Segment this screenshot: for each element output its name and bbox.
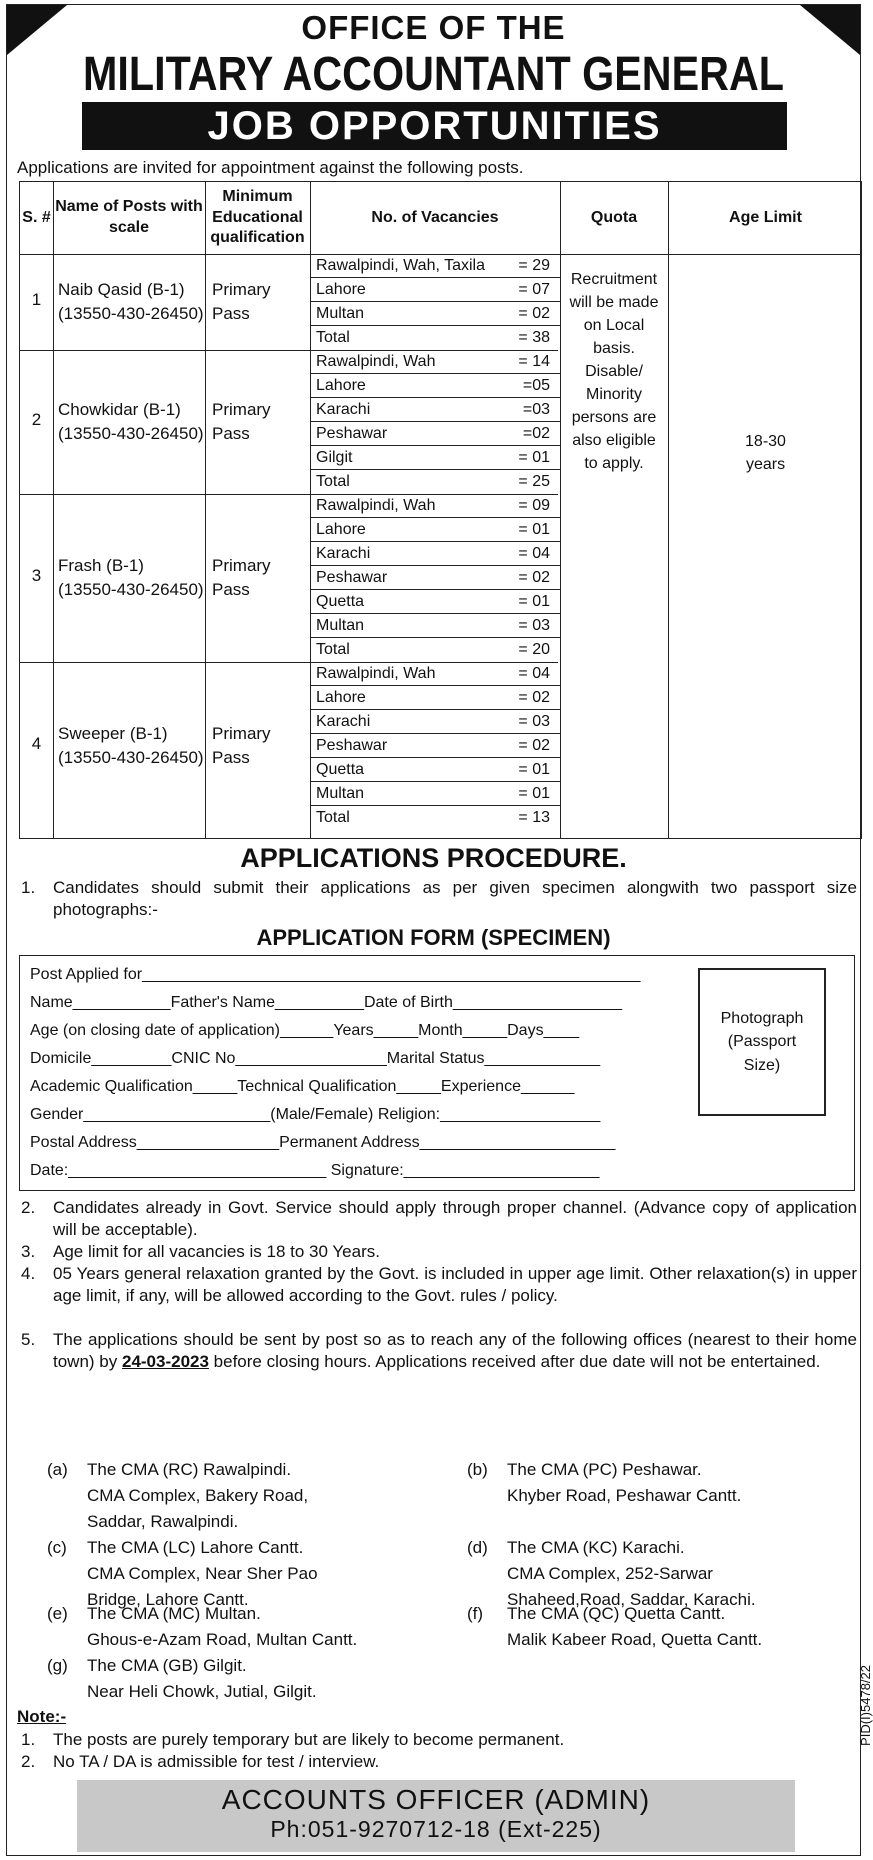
pid-number: PID(I)5478/22 <box>858 1665 873 1746</box>
post-education: Primary Pass <box>212 556 271 599</box>
procedure-title: APPLICATIONS PROCEDURE. <box>240 843 627 873</box>
vacancy-row <box>310 758 560 782</box>
vacancy-count: = 20 <box>518 641 550 658</box>
vacancy-count: =02 <box>522 425 550 442</box>
vacancy-city: Rawalpindi, Wah <box>316 497 436 514</box>
office-address <box>467 1457 741 1509</box>
form-line: Age (on closing date of application)______Years_____Month_____Days____ <box>30 1022 580 1039</box>
vacancy-city: Rawalpindi, Wah <box>316 665 436 682</box>
vacancy-city: Karachi <box>316 401 371 418</box>
form-line: Postal Address________________Permanent Address______________________ <box>30 1134 616 1151</box>
vacancy-count: = 04 <box>518 545 550 562</box>
office-label: (d) <box>467 1538 488 1557</box>
header-serial: S. # <box>22 208 51 226</box>
closing-date: 24-03-2023 <box>121 1352 209 1371</box>
vacancy-count: = 02 <box>518 689 550 706</box>
vacancy-city: Total <box>316 329 350 346</box>
form-line: Domicile_________CNIC No_________________Marital Status_____________ <box>30 1050 601 1067</box>
vacancies-table <box>19 181 862 839</box>
footer-contact <box>77 1780 795 1852</box>
procedure-item-5: 5. The applications should be sent by post so as to reach any of the following offices (nearest to their home town) by 24-03-2023 before closing hours. Applications received after due date will not be entertained. <box>21 1330 857 1371</box>
vacancy-row <box>310 614 560 638</box>
vacancy-city: Rawalpindi, Wah, Taxila <box>316 257 485 274</box>
office-line: The CMA (LC) Lahore Cantt. <box>87 1538 304 1557</box>
office-line: The CMA (KC) Karachi. <box>507 1538 685 1557</box>
note-heading: Note:- <box>17 1707 67 1726</box>
office-label: (g) <box>47 1656 68 1675</box>
vacancy-row <box>310 566 560 590</box>
office-line: Saddar, Rawalpindi. <box>87 1512 239 1531</box>
vacancy-city: Quetta <box>316 761 365 778</box>
footer-title: ACCOUNTS OFFICER (ADMIN) <box>221 1784 651 1815</box>
vacancy-city: Total <box>316 809 350 826</box>
form-line: Gender_____________________(Male/Female) Religion:__________________ <box>30 1106 601 1123</box>
office-label: (c) <box>47 1538 67 1557</box>
procedure-item-1: 1. Candidates should submit their applications as per given specimen alongwith two passport size photographs:- <box>21 878 857 919</box>
office-line: Near Heli Chowk, Jutial, Gilgit. <box>87 1682 317 1701</box>
vacancy-city: Multan <box>316 785 365 802</box>
office-line: Ghous-e-Azam Road, Multan Cantt. <box>87 1630 358 1649</box>
vacancy-row <box>310 662 560 686</box>
office-address <box>467 1601 762 1653</box>
post-serial: 2 <box>31 410 42 429</box>
form-line: Name___________Father's Name__________Date of Birth___________________ <box>30 994 622 1011</box>
quota-text: Recruitment will be made on Local basis. Disable/ Minority persons are also eligible to apply. <box>569 271 659 472</box>
office-line: The CMA (QC) Quetta Cantt. <box>507 1604 726 1623</box>
vacancy-row <box>310 638 560 662</box>
vacancy-row <box>310 542 560 566</box>
vacancy-count: = 04 <box>518 665 550 682</box>
office-label: (e) <box>47 1604 68 1623</box>
vacancy-city: Total <box>316 473 350 490</box>
vacancy-city: Total <box>316 641 350 658</box>
office-line: Bridge, Lahore Cantt. <box>87 1590 249 1609</box>
post-title: Naib Qasid (B-1) <box>58 280 185 299</box>
procedure-item-2: 2. Candidates already in Govt. Service should apply through proper channel. (Advance copy of application will be acceptable). <box>21 1198 857 1239</box>
application-form-specimen <box>19 955 855 1191</box>
office-address <box>47 1601 357 1653</box>
vacancy-count: = 38 <box>518 329 550 346</box>
vacancy-city: Lahore <box>316 521 366 538</box>
office-label: (b) <box>467 1460 488 1479</box>
post-title: Chowkidar (B-1) <box>58 400 181 419</box>
vacancy-count: = 07 <box>518 281 550 298</box>
footer-phone: Ph:051-9270712-18 (Ext-225) <box>270 1816 602 1842</box>
vacancy-count: = 02 <box>518 737 550 754</box>
vacancy-count: = 03 <box>518 713 550 730</box>
vacancy-count: =03 <box>522 401 550 418</box>
age-limit-text: 18-30 years <box>745 433 786 473</box>
vacancy-count: = 01 <box>518 449 550 466</box>
post-name <box>58 722 204 770</box>
office-line: Khyber Road, Peshawar Cantt. <box>507 1486 742 1505</box>
vacancy-count: = 01 <box>518 521 550 538</box>
vacancy-city: Multan <box>316 305 365 322</box>
office-line: CMA Complex, 252-Sarwar <box>507 1564 713 1583</box>
vacancy-count: = 03 <box>518 617 550 634</box>
post-education: Primary Pass <box>212 724 271 767</box>
header-age-limit: Age Limit <box>729 208 802 226</box>
office-line: The CMA (MC) Multan. <box>87 1604 261 1623</box>
vacancy-row <box>310 806 560 830</box>
vacancy-row <box>310 398 560 422</box>
post-name <box>58 398 204 446</box>
vacancy-row <box>310 782 560 806</box>
post-scale: (13550-430-26450) <box>58 304 204 323</box>
organization-title: MILITARY ACCOUNTANT GENERAL <box>83 48 784 101</box>
post-name <box>58 278 204 326</box>
vacancy-count: = 01 <box>518 761 550 778</box>
vacancy-count: = 13 <box>518 809 550 826</box>
post-serial: 1 <box>31 290 42 309</box>
vacancy-row <box>310 446 560 470</box>
vacancy-city: Peshawar <box>316 569 388 586</box>
application-form-title: APPLICATION FORM (SPECIMEN) <box>256 925 611 950</box>
vacancy-row <box>310 326 560 350</box>
vacancy-city: Peshawar <box>316 737 388 754</box>
vacancy-count: = 25 <box>518 473 550 490</box>
office-heading: OFFICE OF THE <box>301 9 566 46</box>
office-line: The CMA (GB) Gilgit. <box>87 1656 247 1675</box>
post-title: Sweeper (B-1) <box>58 724 168 743</box>
vacancy-city: Karachi <box>316 713 371 730</box>
procedure-item-3: 3. Age limit for all vacancies is 18 to 30 Years. <box>21 1242 380 1261</box>
vacancy-row <box>310 494 560 518</box>
post-education: Primary Pass <box>212 400 271 443</box>
form-line: Date:_____________________________ Signature:______________________ <box>30 1162 600 1179</box>
photograph-box: Photograph (Passport Size) <box>698 968 826 1116</box>
vacancy-count: =05 <box>522 377 550 394</box>
office-line: Shaheed,Road, Saddar, Karachi. <box>507 1590 756 1609</box>
vacancy-row <box>310 374 560 398</box>
post-education: Primary Pass <box>212 280 271 323</box>
office-label: (f) <box>467 1604 484 1623</box>
post-name <box>58 554 204 602</box>
advertisement-page <box>6 4 873 1856</box>
post-scale: (13550-430-26450) <box>58 424 204 443</box>
vacancy-city: Quetta <box>316 593 365 610</box>
form-line: Post Applied for________________________________________________________ <box>30 966 641 983</box>
office-line: CMA Complex, Near Sher Pao <box>87 1564 318 1583</box>
vacancy-row <box>310 350 560 374</box>
vacancy-city: Rawalpindi, Wah <box>316 353 436 370</box>
vacancy-count: = 02 <box>518 569 550 586</box>
office-line: CMA Complex, Bakery Road, <box>87 1486 309 1505</box>
vacancy-count: = 29 <box>518 257 550 274</box>
header-post-name: Name of Posts with scale <box>55 198 203 236</box>
note-item-2: 2. No TA / DA is admissible for test / interview. <box>21 1752 380 1771</box>
vacancy-city: Multan <box>316 617 365 634</box>
vacancy-count: = 09 <box>518 497 550 514</box>
post-serial: 3 <box>31 566 42 585</box>
post-scale: (13550-430-26450) <box>58 748 204 767</box>
vacancy-row <box>310 254 560 278</box>
header-vacancies: No. of Vacancies <box>371 208 499 226</box>
vacancy-row <box>310 590 560 614</box>
office-address <box>47 1457 308 1535</box>
vacancy-count: = 14 <box>518 353 550 370</box>
post-serial: 4 <box>31 734 42 753</box>
post-title: Frash (B-1) <box>58 556 144 575</box>
office-line: The CMA (PC) Peshawar. <box>507 1460 702 1479</box>
vacancy-row <box>310 710 560 734</box>
vacancy-row <box>310 470 560 494</box>
post-scale: (13550-430-26450) <box>58 580 204 599</box>
vacancy-city: Lahore <box>316 689 366 706</box>
office-line: Malik Kabeer Road, Quetta Cantt. <box>507 1630 763 1649</box>
vacancy-count: = 01 <box>518 593 550 610</box>
vacancy-city: Peshawar <box>316 425 388 442</box>
vacancy-city: Karachi <box>316 545 371 562</box>
vacancy-row <box>310 278 560 302</box>
job-opportunities-banner: JOB OPPORTUNITIES <box>82 102 787 150</box>
vacancy-row <box>310 518 560 542</box>
form-line: Academic Qualification_____Technical Qualification_____Experience______ <box>30 1078 575 1095</box>
vacancy-city: Gilgit <box>316 449 353 466</box>
office-line: The CMA (RC) Rawalpindi. <box>87 1460 292 1479</box>
vacancy-count: = 01 <box>518 785 550 802</box>
vacancy-row <box>310 302 560 326</box>
vacancy-city: Lahore <box>316 377 366 394</box>
office-label: (a) <box>47 1460 68 1479</box>
vacancy-row <box>310 422 560 446</box>
note-item-1: 1. The posts are purely temporary but are likely to become permanent. <box>21 1730 565 1749</box>
procedure-item-4: 4. 05 Years general relaxation granted by the Govt. is included in upper age limit. Other relaxation(s) in upper age limit, if any, will be allowed according to the Govt. rules / policy. <box>21 1264 857 1305</box>
header-education: Minimum Educational qualification <box>210 187 305 247</box>
header-quota: Quota <box>590 208 638 226</box>
vacancy-row <box>310 734 560 758</box>
vacancy-count: = 02 <box>518 305 550 322</box>
vacancy-row <box>310 686 560 710</box>
intro-text: Applications are invited for appointment against the following posts. <box>17 158 524 177</box>
vacancy-city: Lahore <box>316 281 366 298</box>
office-address <box>47 1653 317 1705</box>
